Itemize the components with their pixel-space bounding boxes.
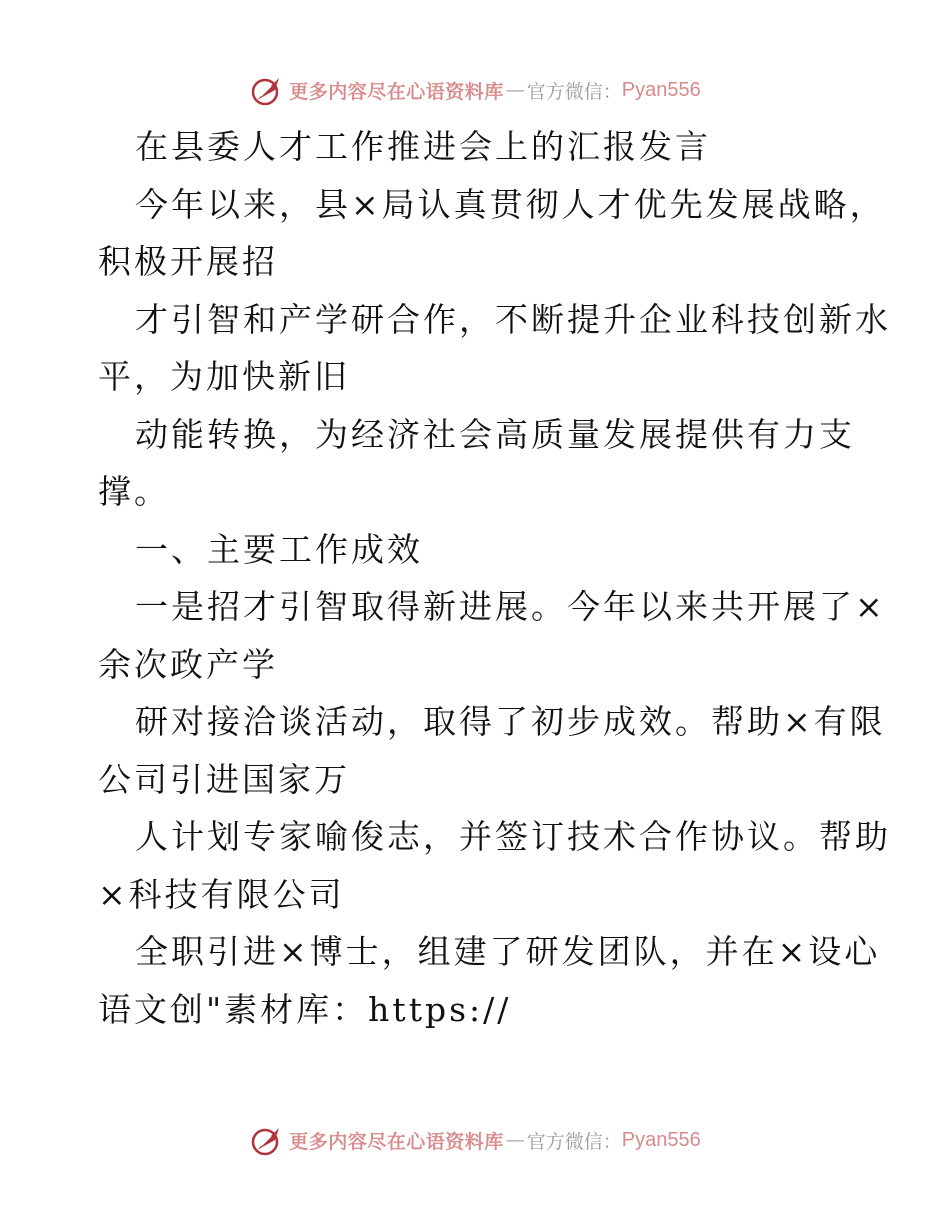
paragraph-line: 一是招才引智取得新进展。今年以来共开展了× <box>135 587 886 626</box>
footer-watermark-banner <box>0 1118 950 1162</box>
separator-dash: — <box>505 1129 525 1151</box>
brand-name: 更多内容尽在心语资料库 <box>289 80 504 103</box>
contact-label: 官方微信： <box>526 1130 622 1153</box>
contact-label: 官方微信： <box>526 80 622 103</box>
paragraph-line: 积极开展招 <box>98 242 278 281</box>
paragraph-line: 才引智和产学研合作，不断提升企业科技创新水 <box>135 299 891 339</box>
quill-logo-icon <box>249 1122 285 1158</box>
quill-logo-icon <box>249 72 285 108</box>
paragraph-line: 人计划专家喻俊志，并签订技术合作协议。帮助 <box>135 817 891 856</box>
section-heading: 一、主要工作成效 <box>135 529 423 569</box>
paragraph-line: 公司引进国家万 <box>98 759 350 799</box>
separator-dash: — <box>505 79 525 101</box>
header-watermark-banner <box>0 68 950 112</box>
paragraph-line: 语文创"素材库：https:// <box>98 989 512 1029</box>
paragraph-line: 余次政产学 <box>98 644 278 684</box>
paragraph-line: 撑。 <box>98 472 170 511</box>
paragraph-line: ×科技有限公司 <box>98 874 345 914</box>
paragraph-line: 研对接洽谈活动，取得了初步成效。帮助×有限 <box>135 702 886 741</box>
document-title: 在县委人才工作推进会上的汇报发言 <box>135 127 711 166</box>
wechat-handle: Pyan556 <box>621 1128 701 1151</box>
paragraph-line: 平，为加快新旧 <box>98 357 350 396</box>
brand-name: 更多内容尽在心语资料库 <box>289 1130 504 1153</box>
paragraph-line: 今年以来，县×局认真贯彻人才优先发展战略， <box>135 184 886 224</box>
wechat-handle: Pyan556 <box>621 78 701 101</box>
paragraph-line: 全职引进×博士，组建了研发团队，并在×设心 <box>135 932 881 971</box>
paragraph-line: 动能转换，为经济社会高质量发展提供有力支 <box>135 414 855 454</box>
document-body <box>98 118 891 1038</box>
